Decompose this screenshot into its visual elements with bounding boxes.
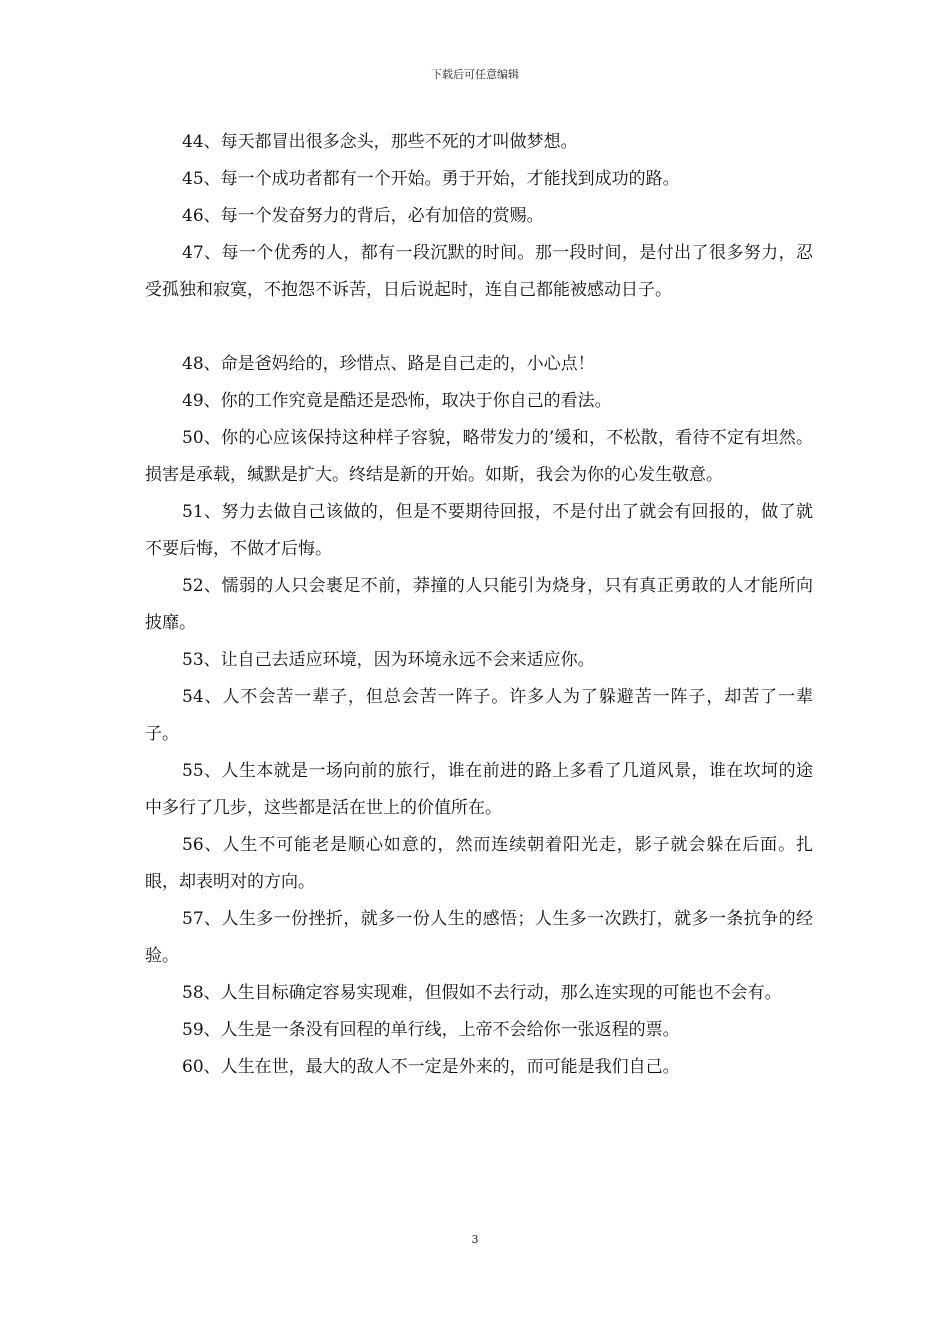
paragraph-50: 50、你的心应该保持这种样子容貌，略带发力的’缓和，不松散，看待不定有坦然。损害是承载，缄默是扩大。终结是新的开始。如斯，我会为你的心发生敬意。 [145,428,813,485]
paragraph-51: 51、努力去做自己该做的，但是不要期待回报，不是付出了就会有回报的，做了就不要后悔，不做才后悔。 [145,502,813,559]
paragraph-57: 57、人生多一份挫折，就多一份人生的感悟；人生多一次跌打，就多一条抗争的经验。 [145,909,813,966]
document-body [145,124,813,1086]
paragraph-59: 59、人生是一条没有回程的单行线，上帝不会给你一张返程的票。 [182,1020,680,1040]
page-number: 3 [471,1233,479,1246]
paragraph-44: 44、每天都冒出很多念头，那些不死的才叫做梦想。 [182,132,578,152]
paragraph-49: 49、你的工作究竟是酷还是恐怖，取决于你自己的看法。 [182,391,612,411]
paragraph-47: 47、每一个优秀的人，都有一段沉默的时间。那一段时间，是付出了很多努力，忍受孤独和寂寞，不抱怨不诉苦，日后说起时，连自己都能被感动日子。 [145,243,813,300]
paragraph-52: 52、懦弱的人只会裹足不前，莽撞的人只能引为烧身，只有真正勇敢的人才能所向披靡。 [145,576,813,633]
paragraph-46: 46、每一个发奋努力的背后，必有加倍的赏赐。 [182,206,544,226]
paragraph-53: 53、让自己去适应环境，因为环境永远不会来适应你。 [182,650,595,670]
paragraph-gap [145,309,813,346]
paragraph-56: 56、人生不可能老是顺心如意的，然而连续朝着阳光走，影子就会躲在后面。扎眼，却表明对的方向。 [145,835,813,892]
page-header: 下载后可任意编辑 [431,68,519,81]
paragraph-48: 48、命是爸妈给的，珍惜点、路是自己走的，小心点！ [182,354,595,374]
paragraph-58: 58、人生目标确定容易实现难，但假如不去行动，那么连实现的可能也不会有。 [182,983,782,1003]
paragraph-54: 54、人不会苦一辈子，但总会苦一阵子。许多人为了躲避苦一阵子，却苦了一辈子。 [145,687,813,744]
paragraph-60: 60、人生在世，最大的敌人不一定是外来的，而可能是我们自己。 [182,1057,680,1077]
paragraph-55: 55、人生本就是一场向前的旅行，谁在前进的路上多看了几道风景，谁在坎坷的途中多行了几步，这些都是活在世上的价值所在。 [145,761,813,818]
paragraph-45: 45、每一个成功者都有一个开始。勇于开始，才能找到成功的路。 [182,169,680,189]
